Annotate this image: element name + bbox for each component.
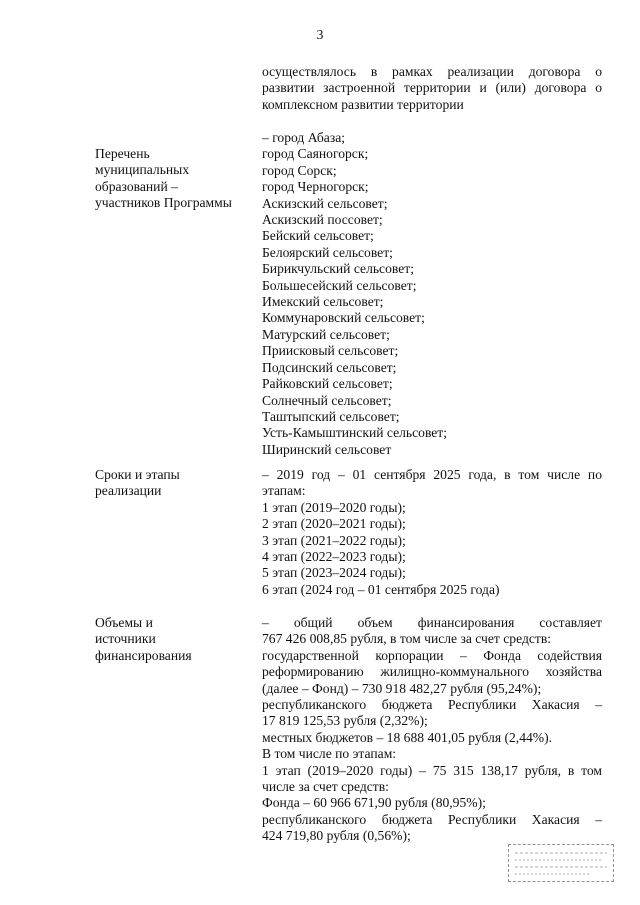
list-item: Имекский сельсовет; <box>262 294 384 310</box>
text-line: В том числе по этапам: <box>262 746 397 762</box>
list-item: город Сорск; <box>262 162 337 178</box>
text-line: 5 этап (2023–2024 годы); <box>262 565 406 581</box>
text-line: республиканского бюджета Республики Хакасия – <box>262 697 602 713</box>
funding-label <box>95 615 255 664</box>
text-line: 424 719,80 рубля (0,56%); <box>262 828 411 844</box>
text-line: 3 этап (2021–2022 годы); <box>262 532 406 548</box>
text-line: (далее – Фонд) – 730 918 482,27 рубля (95,24%); <box>262 680 542 696</box>
list-item: Коммунаровский сельсовет; <box>262 310 425 326</box>
list-item: Матурский сельсовет; <box>262 326 390 342</box>
text-line: 4 этап (2022–2023 годы); <box>262 549 406 565</box>
list-item: Подсинский сельсовет; <box>262 359 397 375</box>
text-line: реформированию жилищно-коммунального хозяйства <box>262 664 602 680</box>
text-line: развитии застроенной территории и (или) договора о <box>262 80 602 96</box>
document-stamp <box>508 844 614 882</box>
list-item: Большесейский сельсовет; <box>262 277 417 293</box>
text-line: Фонда – 60 966 671,90 рубля (80,95%); <box>262 795 486 811</box>
label-line: участников Программы <box>95 195 232 211</box>
list-item: Бирикчульский сельсовет; <box>262 261 414 277</box>
list-item: Райковский сельсовет; <box>262 376 393 392</box>
list-item: Таштыпский сельсовет; <box>262 408 400 424</box>
list-item: – город Абаза; <box>262 130 346 145</box>
list-item: город Черногорск; <box>262 179 369 195</box>
label-line: муниципальных <box>95 162 190 178</box>
label-line: финансирования <box>95 647 192 663</box>
label-line: Объемы и <box>95 615 153 630</box>
label-line: образований – <box>95 178 178 194</box>
participants-list <box>262 130 602 458</box>
text-line: числе за счет средств: <box>262 779 389 795</box>
page-number: 3 <box>316 27 324 42</box>
text-line: 767 426 008,85 рубля, в том числе за счет средств: <box>262 631 552 647</box>
terms-label <box>95 467 255 500</box>
list-item: город Саяногорск; <box>262 146 369 162</box>
text-line: 1 этап (2019–2020 годы); <box>262 499 406 515</box>
text-line: государственной корпорации – Фонда содействия <box>262 647 602 663</box>
label-line: Перечень <box>95 146 150 161</box>
terms-content <box>262 467 602 598</box>
text-line: комплексном развитии территории <box>262 96 464 112</box>
list-item: Аскизский поссовет; <box>262 212 383 228</box>
text-line: местных бюджетов – 18 688 401,05 рубля (2,44%). <box>262 729 553 745</box>
stamp-lines-icon <box>511 847 611 879</box>
text-line: этапам: <box>262 483 306 499</box>
list-item: Усть-Камыштинский сельсовет; <box>262 425 448 441</box>
text-line: – общий объем финансирования составляет <box>262 615 602 630</box>
list-item: Солнечный сельсовет; <box>262 392 392 408</box>
funding-content <box>262 615 602 845</box>
list-item: Белоярский сельсовет; <box>262 244 393 260</box>
label-line: источники <box>95 631 156 647</box>
list-item: Бейский сельсовет; <box>262 228 374 244</box>
text-line: республиканского бюджета Республики Хакасия – <box>262 811 602 827</box>
list-item: Аскизский сельсовет; <box>262 195 388 211</box>
list-item: Приисковый сельсовет; <box>262 343 399 359</box>
text-line: – 2019 год – 01 сентября 2025 года, в том числе по <box>262 467 602 482</box>
text-line: осуществлялось в рамках реализации договора о <box>262 64 602 79</box>
text-line: 17 819 125,53 рубля (2,32%); <box>262 713 428 729</box>
intro-paragraph <box>262 64 602 113</box>
label-line: Сроки и этапы <box>95 467 180 482</box>
text-line: 2 этап (2020–2021 годы); <box>262 516 406 532</box>
text-line: 6 этап (2024 год – 01 сентября 2025 года) <box>262 581 500 597</box>
list-item: Ширинский сельсовет <box>262 441 392 457</box>
text-line: 1 этап (2019–2020 годы) – 75 315 138,17 рубля, в том <box>262 762 602 778</box>
label-line: реализации <box>95 483 162 499</box>
participants-label <box>95 146 255 212</box>
